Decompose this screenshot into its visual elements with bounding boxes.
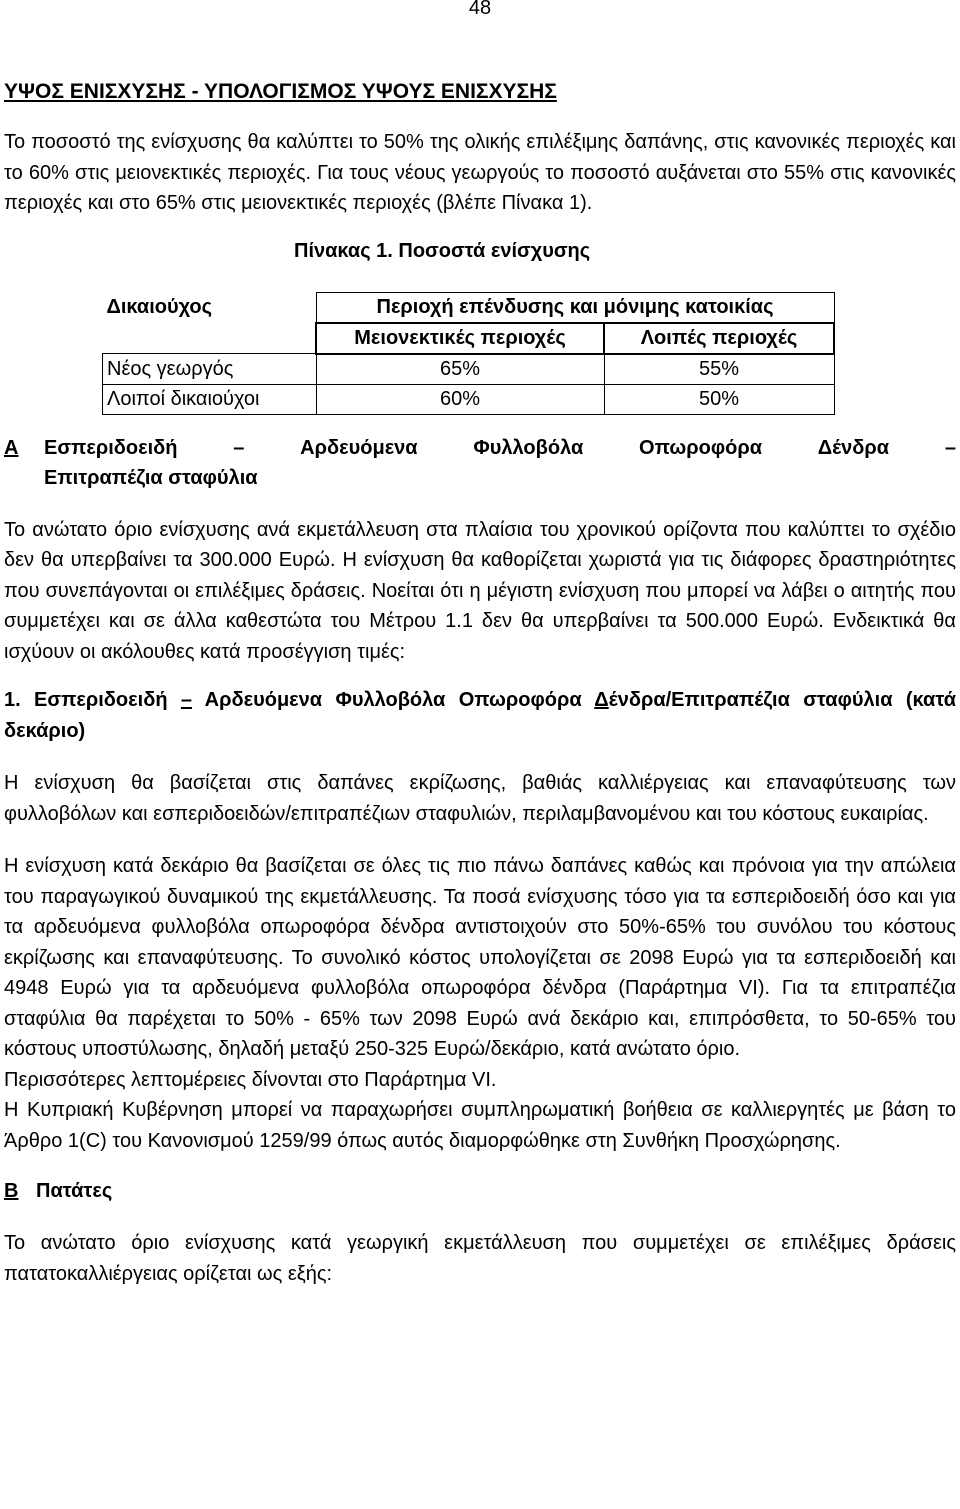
table-row <box>103 354 835 385</box>
aid-rates-table <box>102 292 835 415</box>
section-a-heading <box>4 433 956 493</box>
subsection-suffix: ένδρα/Επιτραπέζια σταφύλια (κατά δεκάριο) <box>4 689 956 742</box>
table-header-row <box>103 292 835 323</box>
area-header: Περιοχή επένδυσης και μόνιμης κατοικίας <box>316 292 834 323</box>
table-subheader-row <box>103 323 835 354</box>
subsection-middle: Αρδευόμενα Φυλλοβόλα Οπωροφόρα <box>192 689 595 711</box>
row-label: Νέος γεωργός <box>103 354 317 385</box>
title-word: Φυλλοβόλα <box>473 436 584 459</box>
intro-paragraph: Το ποσοστό της ενίσχυσης θα καλύπτει το 50% της ολικής επιλέξιμης δαπάνης, στις κανονικές περιοχές και το 60% στις μειονεκτικές περιοχές. Για τους νέους γεωργούς το ποσοστό αυξάνεται στο 55% στις κανονικές περιοχές και στο 65% στις μειονεκτικές περιοχές (βλέπε Πίνακα 1). <box>4 131 956 214</box>
title-word: Εσπεριδοειδή <box>44 436 178 459</box>
table-title: Πίνακας 1. Ποσοστά ενίσχυσης <box>294 239 591 262</box>
row-label: Λοιποί δικαιούχοι <box>103 384 317 414</box>
beneficiary-header: Δικαιούχος <box>106 296 213 319</box>
row-value-other: 55% <box>604 354 834 385</box>
section-b-heading <box>4 1176 956 1206</box>
subsection-underlined-letter: Δ <box>594 689 609 711</box>
subsection-dash: – <box>180 689 193 711</box>
section-heading: ΥΨΟΣ ΕΝΙΣΧΥΣΗΣ - ΥΠΟΛΟΓΙΣΜΟΣ ΥΨΟΥΣ ΕΝΙΣΧΥΣΗΣ <box>4 80 557 103</box>
row-value-disadvantaged: 65% <box>316 354 604 385</box>
section-letter: Β <box>4 1180 19 1202</box>
title-word: Οπωροφόρα <box>639 436 763 459</box>
table-row <box>103 384 835 414</box>
section-a-paragraph: Το ανώτατο όριο ενίσχυσης ανά εκμετάλλευση στα πλαίσια του χρονικού ορίζοντα που καλύπτει το σχέδιο δεν θα υπερβαίνει τα 300.000 Ευρώ. Η ενίσχυση θα καθορίζεται χωριστά για τις διάφορες δραστηριότητες που συνεπάγονται οι επιλέξιμες δράσεις. Νοείται ότι η μέγιστη ενίσχυση που μπορεί να λάβει ο αιτητής που συμμετέχει και σε άλλα καθεστώτα του Μέτρου 1.1 δεν θα υπερβαίνει τα 500.000 Ευρώ. Ενδεικτικά θα ισχύουν οι ακόλουθες κατά προσέγγιση τιμές: <box>4 518 956 663</box>
section-b-title: Πατάτες <box>36 1180 113 1202</box>
col-disadvantaged-header: Μειονεκτικές περιοχές <box>316 323 604 354</box>
row-value-other: 50% <box>604 384 834 414</box>
subsection-1-paragraph-4: Η Κυπριακή Κυβέρνηση μπορεί να παραχωρήσει συμπληρωματική βοήθεια σε καλλιεργητές με βάση το Άρθρο 1(C) του Κανονισμού 1259/99 όπως αυτός διαμορφώθηκε στη Συνθήκη Προσχώρησης. <box>4 1099 956 1152</box>
title-word: Δένδρα <box>817 436 890 459</box>
title-word: Αρδευόμενα <box>300 436 418 459</box>
subsection-1-paragraph-1: Η ενίσχυση θα βασίζεται στις δαπάνες εκρίζωσης, βαθιάς καλλιέργειας και επαναφύτευσης των φυλλοβόλων και εσπεριδοειδών/επιτραπέζιων σταφυλιών, περιλαμβανομένου και του κόστους ευκαιρίας. <box>4 772 956 825</box>
row-value-disadvantaged: 60% <box>316 384 604 414</box>
title-word: – <box>233 436 245 459</box>
section-b-paragraph: Το ανώτατο όριο ενίσχυσης κατά γεωργική εκμετάλλευση που συμμετέχει σε επιλέξιμες δράσεις πατατοκαλλιέργειας ορίζεται ως εξής: <box>4 1232 956 1285</box>
page-number: 48 <box>468 0 492 19</box>
col-other-header: Λοιπές περιοχές <box>604 323 834 354</box>
subsection-1-heading <box>4 685 956 746</box>
document-body <box>4 80 956 1289</box>
title-word: – <box>944 436 956 459</box>
section-a-title-line2: Επιτραπέζια σταφύλια <box>44 466 258 489</box>
subsection-1-paragraph-3: Περισσότερες λεπτομέρειες δίνονται στο Παράρτημα VI. <box>4 1068 497 1091</box>
subsection-prefix: 1. Εσπεριδοειδή <box>4 689 181 711</box>
section-letter: Α <box>4 436 19 459</box>
subsection-1-paragraph-2: Η ενίσχυση κατά δεκάριο θα βασίζεται σε όλες τις πιο πάνω δαπάνες καθώς και πρόνοια για την απώλεια του παραγωγικού δυναμικού της εκμετάλλευσης. Τα ποσά ενίσχυσης τόσο για τα εσπεριδοειδή όσο και για τα αρδευόμενα φυλλοβόλα οπωροφόρα δένδρα αντιστοιχούν στο 50%-65% του συνόλου του κόστους εκρίζωσης και επαναφύτευσης. Το συνολικό κόστος υπολογίζεται σε 2098 Ευρώ για τα εσπεριδοειδή και 4948 Ευρώ για τα αρδευόμενα φυλλοβόλα οπωροφόρα δένδρα (Παράρτημα VI). Για τα επιτραπέζια σταφύλια θα παρέχεται το 50% - 65% των 2098 Ευρώ ανά δεκάριο και, επιπρόσθετα, το 50-65% του κόστους υποστύλωσης, δηλαδή μεταξύ 250-325 Ευρώ/δεκάριο, κατά ανώτατο όριο. <box>4 855 956 1060</box>
